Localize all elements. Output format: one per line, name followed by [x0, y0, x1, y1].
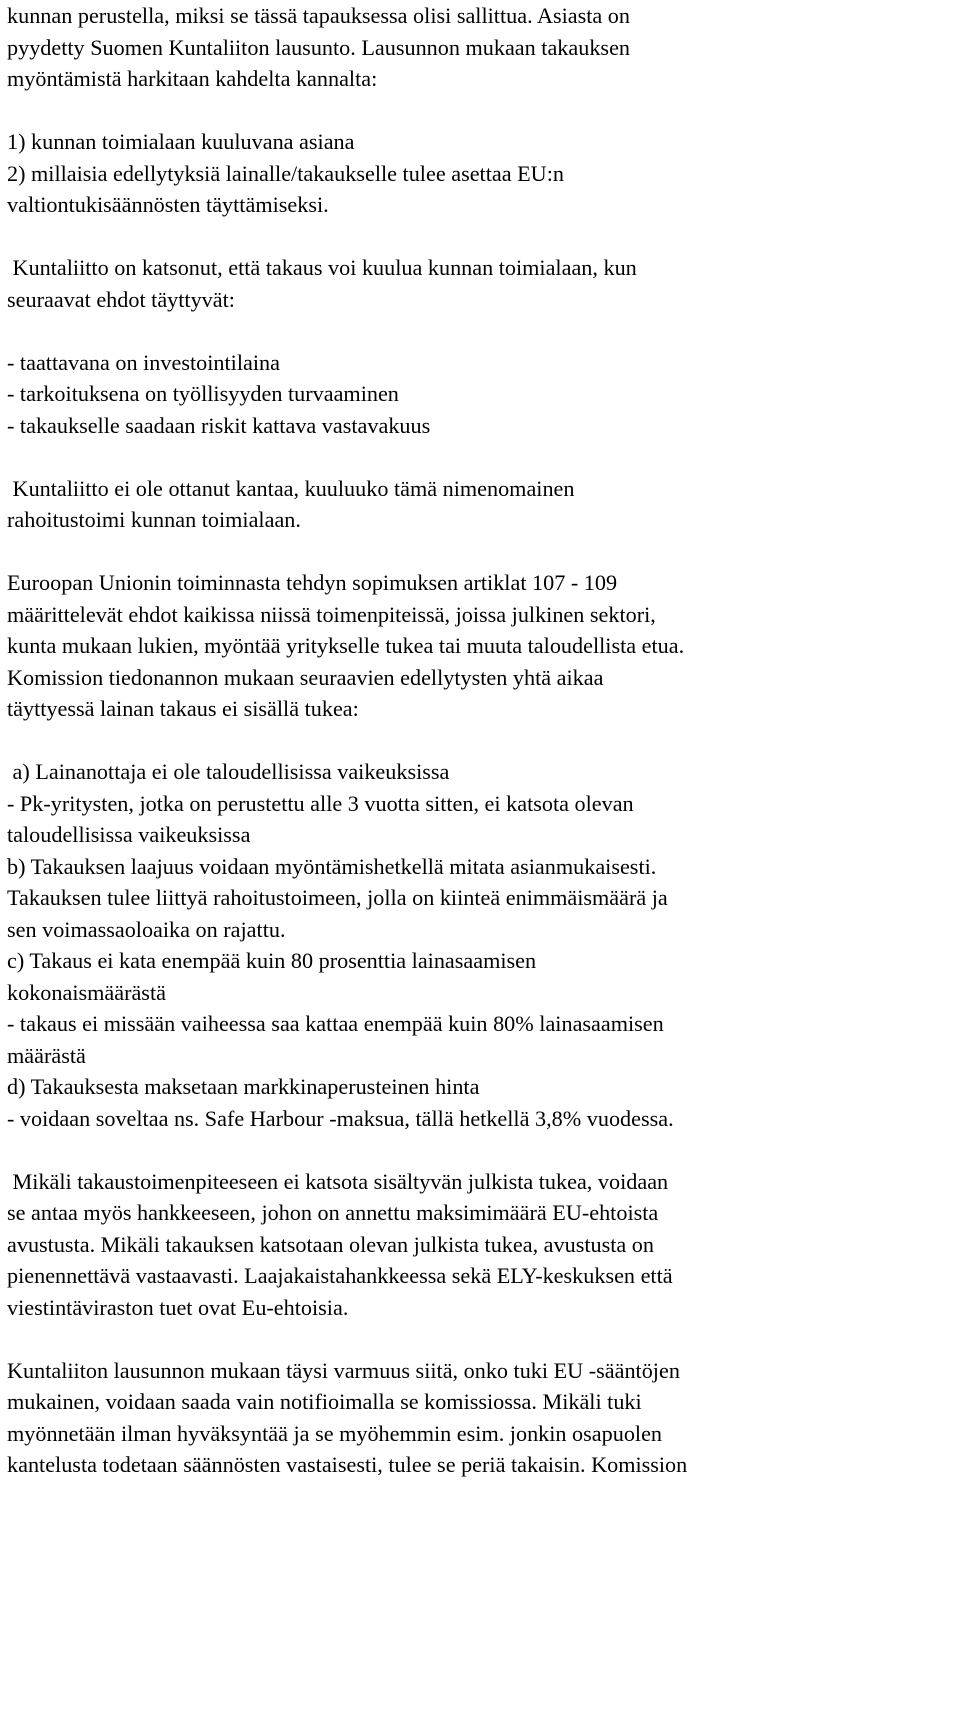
text-line: rahoitustoimi kunnan toimialaan.	[7, 507, 301, 532]
text-line: kantelusta todetaan säännösten vastaisesti, tulee se periä takaisin. Komission	[7, 1452, 688, 1477]
text-line: Kuntaliitto on katsonut, että takaus voi kuulua kunnan toimialaan, kun	[7, 255, 637, 280]
paragraph-gap	[7, 441, 960, 473]
criteria-list	[7, 756, 960, 1134]
text-line: myönnetään ilman hyväksyntää ja se myöhemmin esim. jonkin osapuolen	[7, 1420, 663, 1446]
paragraph-eu-articles	[7, 567, 960, 725]
text-line: pyydetty Suomen Kuntaliiton lausunto. Lausunnon mukaan takauksen	[7, 34, 631, 60]
text-line: viestintäviraston tuet ovat Eu-ehtoisia.	[7, 1294, 349, 1320]
list-item: kokonaismäärästä	[7, 979, 166, 1005]
paragraph-gap	[7, 95, 960, 127]
text-line: myöntämistä harkitaan kahdelta kannalta:	[7, 66, 378, 91]
list-item: - voidaan soveltaa ns. Safe Harbour -maksua, tällä hetkellä 3,8% vuodessa.	[7, 1105, 674, 1131]
text-line: kunta mukaan lukien, myöntää yritykselle tukea tai muuta taloudellista etua.	[7, 633, 685, 658]
text-line: määrittelevät ehdot kaikissa niissä toimenpiteissä, joissa julkinen sektori,	[7, 601, 656, 627]
text-line: Kuntaliiton lausunnon mukaan täysi varmuus siitä, onko tuki EU -sääntöjen	[7, 1357, 680, 1383]
paragraph-gap	[7, 1134, 960, 1166]
list-item: - takaus ei missään vaiheessa saa kattaa enempää kuin 80% lainasaamisen	[7, 1011, 664, 1036]
numbered-list	[7, 126, 960, 221]
text-line: kunnan perustella, miksi se tässä tapauksessa olisi sallittua. Asiasta on	[7, 3, 630, 28]
text-line: se antaa myös hankkeeseen, johon on annettu maksimimäärä EU-ehtoista	[7, 1200, 659, 1225]
list-item: - taattavana on investointilaina	[7, 349, 280, 375]
text-line: täyttyessä lainan takaus ei sisällä tukea:	[7, 696, 359, 721]
text-line: Euroopan Unionin toiminnasta tehdyn sopimuksen artiklat 107 - 109	[7, 570, 618, 595]
paragraph-gap	[7, 725, 960, 757]
paragraph-kuntaliitto-view	[7, 252, 960, 315]
list-item: sen voimassaoloaika on rajattu.	[7, 916, 286, 942]
paragraph-gap	[7, 315, 960, 347]
text-line: Mikäli takaustoimenpiteeseen ei katsota sisältyvän julkista tukea, voidaan	[7, 1168, 669, 1194]
conditions-list	[7, 347, 960, 442]
list-item: c) Takaus ei kata enempää kuin 80 prosenttia lainasaamisen	[7, 948, 537, 973]
text-line: mukainen, voidaan saada vain notifioimalla se komissiossa. Mikäli tuki	[7, 1389, 642, 1414]
paragraph-no-position	[7, 473, 960, 536]
list-item: - tarkoituksena on työllisyyden turvaaminen	[7, 381, 399, 406]
list-item: 1) kunnan toimialaan kuuluvana asiana	[7, 129, 355, 154]
paragraph-gap	[7, 221, 960, 253]
list-item: 2) millaisia edellytyksiä lainalle/takaukselle tulee asettaa EU:n	[7, 160, 564, 186]
paragraph-notification	[7, 1355, 960, 1481]
text-line: avustusta. Mikäli takauksen katsotaan olevan julkista tukea, avustusta on	[7, 1231, 654, 1257]
text-line: Komission tiedonannon mukaan seuraavien edellytysten yhtä aikaa	[7, 664, 604, 690]
list-item: - Pk-yritysten, jotka on perustettu alle 3 vuotta sitten, ei katsota olevan	[7, 790, 634, 816]
paragraph-eu-aid	[7, 1166, 960, 1324]
list-item: Takauksen tulee liittyä rahoitustoimeen, jolla on kiinteä enimmäismäärä ja	[7, 885, 668, 910]
list-item: a) Lainanottaja ei ole taloudellisissa vaikeuksissa	[7, 759, 450, 784]
paragraph-gap	[7, 536, 960, 568]
list-item: b) Takauksen laajuus voidaan myöntämishetkellä mitata asianmukaisesti.	[7, 853, 657, 879]
text-line: seuraavat ehdot täyttyvät:	[7, 286, 235, 312]
list-item: taloudellisissa vaikeuksissa	[7, 822, 251, 847]
list-item: d) Takauksesta maksetaan markkinaperusteinen hinta	[7, 1074, 480, 1099]
paragraph-gap	[7, 1323, 960, 1355]
text-line: pienennettävä vastaavasti. Laajakaistahankkeessa sekä ELY-keskuksen että	[7, 1263, 673, 1288]
list-item: määrästä	[7, 1042, 86, 1068]
list-item: valtiontukisäännösten täyttämiseksi.	[7, 192, 329, 217]
list-item: - takaukselle saadaan riskit kattava vastavakuus	[7, 412, 431, 438]
paragraph-intro	[7, 0, 960, 95]
text-line: Kuntaliitto ei ole ottanut kantaa, kuuluuko tämä nimenomainen	[7, 475, 575, 501]
